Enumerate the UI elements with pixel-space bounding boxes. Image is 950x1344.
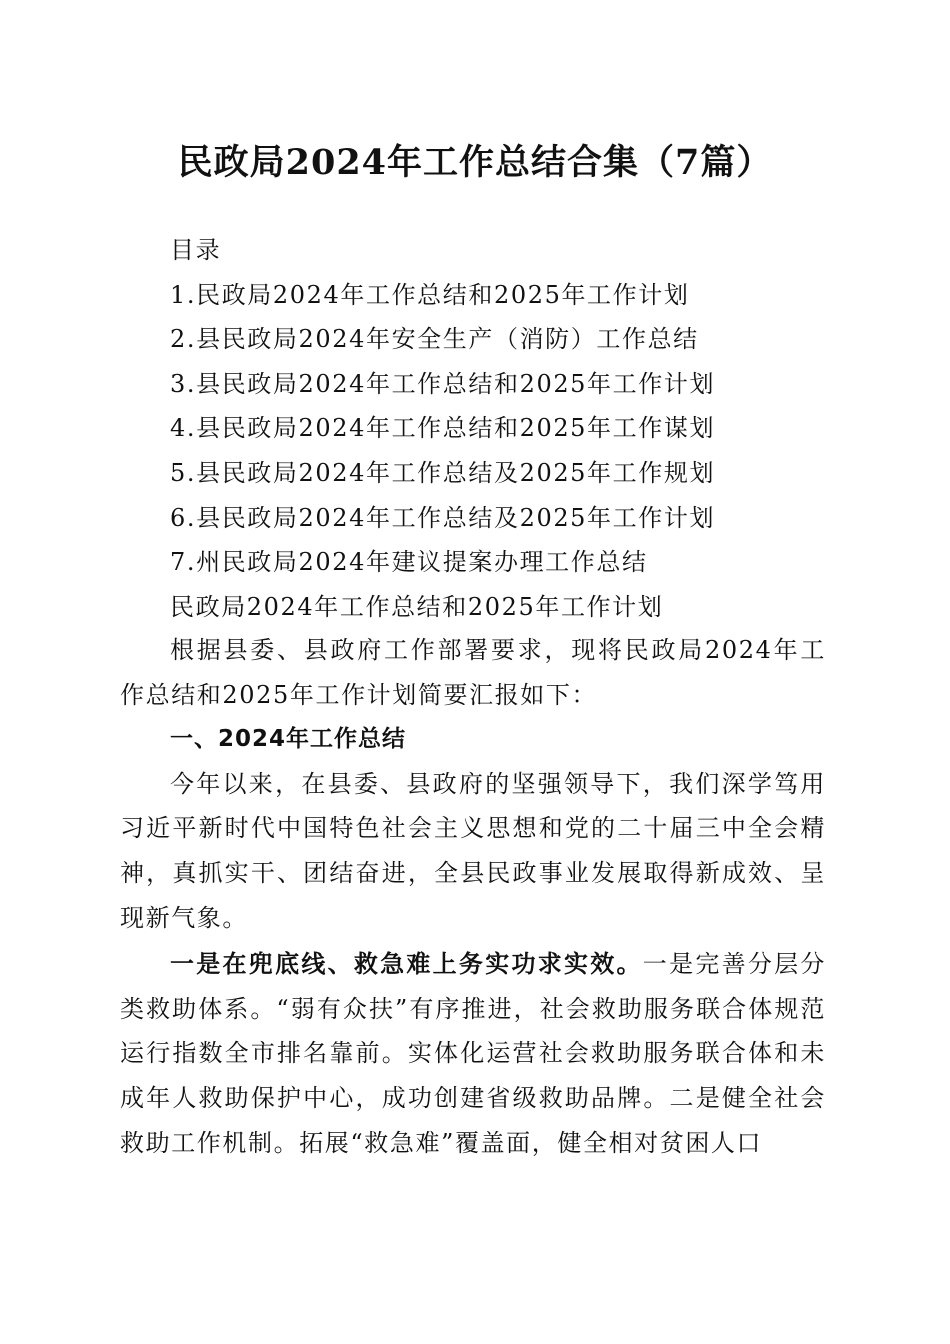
paragraph-body-text: 一是完善分层分类救助体系。“弱有众扶”有序推进，社会救助服务联合体规范运行指数全市排名靠前。实体化运营社会救助服务联合体和未成年人救助保护中心，成功创建省级救助品牌。二是健全社会救助工作机制。拓展“救急难”覆盖面，健全相对贫困人口: [120, 950, 826, 1157]
toc-item: 3.县民政局2024年工作总结和2025年工作计划: [170, 369, 716, 398]
document-title: 民政局2024年工作总结合集（7篇）: [177, 142, 773, 183]
heading-work-summary: 一、2024年工作总结: [170, 726, 407, 753]
toc-item: 1.民政局2024年工作总结和2025年工作计划: [170, 280, 690, 309]
intro-paragraph: 根据县委、县政府工作部署要求，现将民政局2024年工作总结和2025年工作计划简要汇报如下：: [120, 636, 826, 709]
paragraph-social-assistance: [120, 942, 826, 1165]
paragraph-lead-text: 一是在兜底线、救急难上务实功求实效。: [170, 949, 643, 979]
paragraph-overview: 今年以来，在县委、县政府的坚强领导下，我们深学笃用习近平新时代中国特色社会主义思想和党的二十届三中全会精神，真抓实干、团结奋进，全县民政事业发展取得新成效、呈现新气象。: [120, 769, 826, 932]
section-title: 民政局2024年工作总结和2025年工作计划: [170, 592, 664, 621]
toc-item: 7.州民政局2024年建议提案办理工作总结: [170, 548, 648, 577]
toc-item: 6.县民政局2024年工作总结及2025年工作计划: [170, 503, 716, 532]
toc-item: 5.县民政局2024年工作总结及2025年工作规划: [170, 458, 716, 487]
document-body: [120, 628, 826, 1165]
toc-item: 2.县民政局2024年安全生产（消防）工作总结: [170, 325, 699, 354]
table-of-contents: [120, 228, 830, 629]
toc-item: 4.县民政局2024年工作总结和2025年工作谋划: [170, 414, 716, 443]
toc-heading: 目录: [170, 236, 222, 264]
